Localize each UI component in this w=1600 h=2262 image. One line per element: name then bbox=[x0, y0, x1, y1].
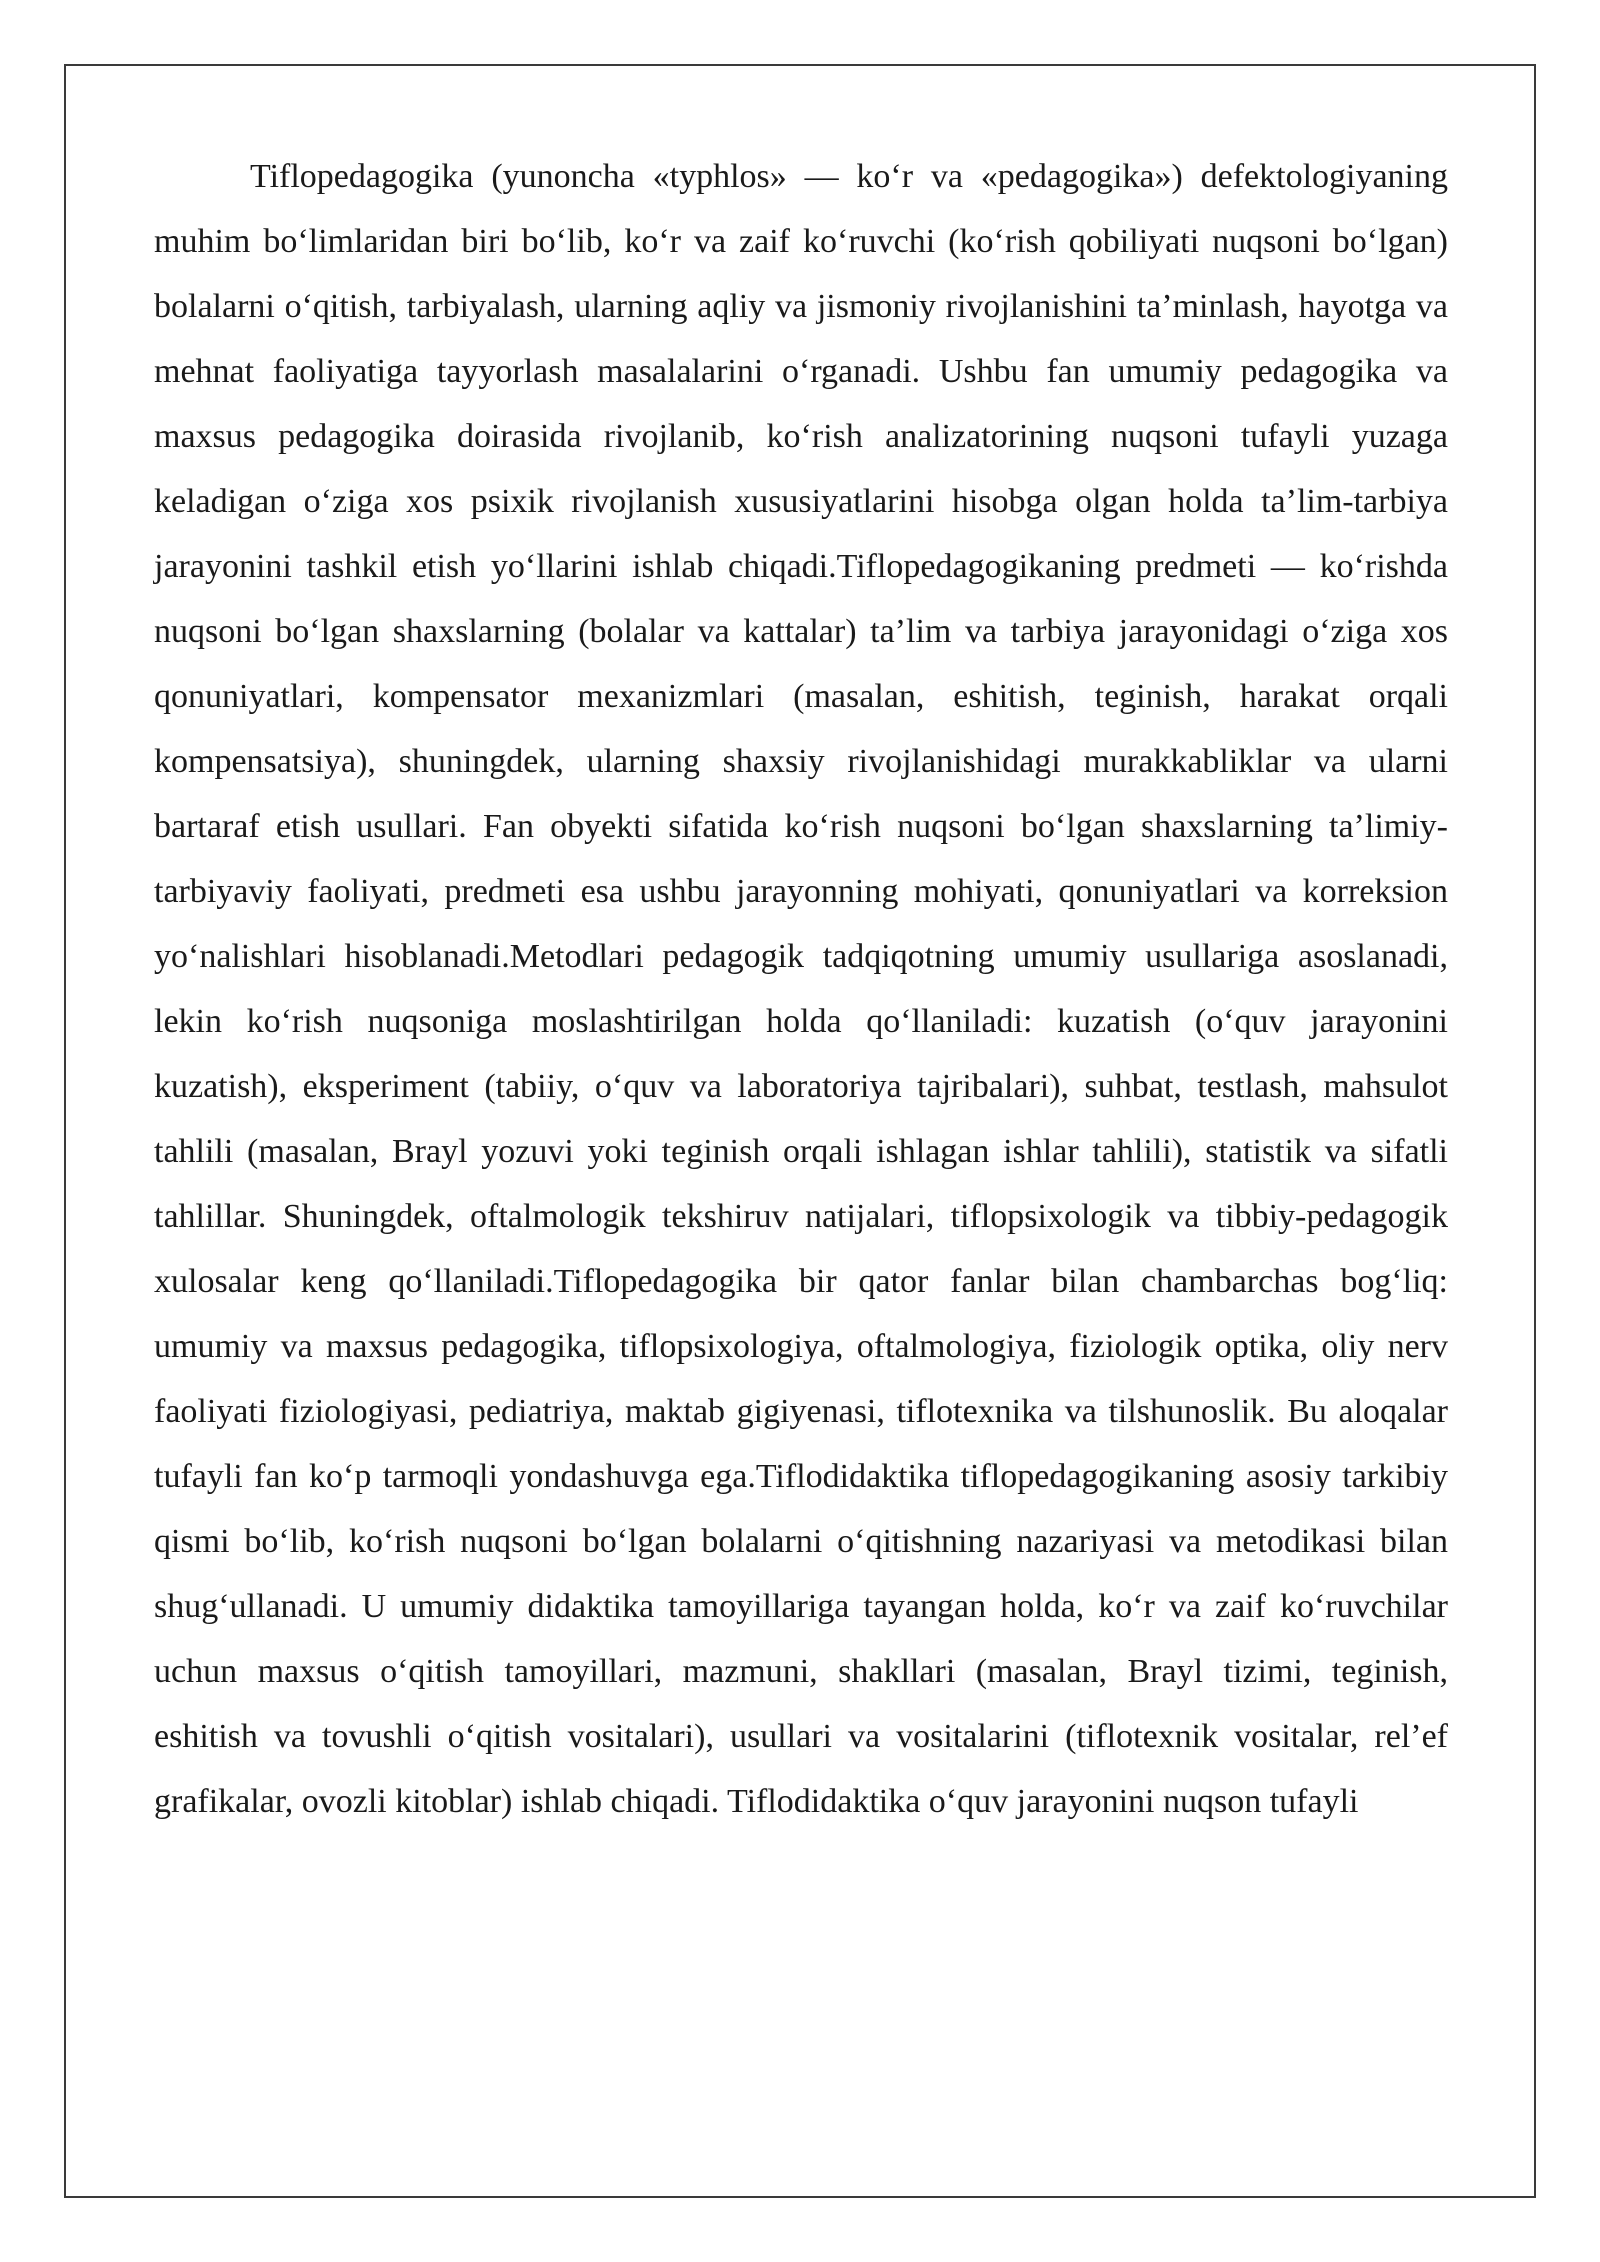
document-body bbox=[154, 144, 1448, 1834]
body-paragraph: Tiflopedagogika (yunoncha «typhlos» — koʻr va «pedagogika») defektologiyaning muhim boʻlimlaridan biri boʻlib, koʻr va zaif koʻruvchi (koʻrish qobiliyati nuqsoni boʻlgan) bolalarni oʻqitish, tarbiyalash, ularning aqliy va jismoniy rivojlanishini ta’minlash, hayotga va mehnat faoliyatiga tayyorlash masalalarini oʻrganadi. Ushbu fan umumiy pedagogika va maxsus pedagogika doirasida rivojlanib, koʻrish analizatorining nuqsoni tufayli yuzaga keladigan oʻziga xos psixik rivojlanish xususiyatlarini hisobga olgan holda ta’lim-tarbiya jarayonini tashkil etish yoʻllarini ishlab chiqadi.Tiflopedagogikaning predmeti — koʻrishda nuqsoni boʻlgan shaxslarning (bolalar va kattalar) ta’lim va tarbiya jarayonidagi oʻziga xos qonuniyatlari, kompensator mexanizmlari (masalan, eshitish, teginish, harakat orqali kompensatsiya), shuningdek, ularning shaxsiy rivojlanishidagi murakkabliklar va ularni bartaraf etish usullari. Fan obyekti sifatida koʻrish nuqsoni boʻlgan shaxslarning ta’limiy-tarbiyaviy faoliyati, predmeti esa ushbu jarayonning mohiyati, qonuniyatlari va korreksion yoʻnalishlari hisoblanadi.Metodlari pedagogik tadqiqotning umumiy usullariga asoslanadi, lekin koʻrish nuqsoniga moslashtirilgan holda qoʻllaniladi: kuzatish (oʻquv jarayonini kuzatish), eksperiment (tabiiy, oʻquv va laboratoriya tajribalari), suhbat, testlash, mahsulot tahlili (masalan, Brayl yozuvi yoki teginish orqali ishlagan ishlar tahlili), statistik va sifatli tahlillar. Shuningdek, oftalmologik tekshiruv natijalari, tiflopsixologik va tibbiy-pedagogik xulosalar keng qoʻllaniladi.Tiflopedagogika bir qator fanlar bilan chambarchas bogʻliq: umumiy va maxsus pedagogika, tiflopsixologiya, oftalmologiya, fiziologik optika, oliy nerv faoliyati fiziologiyasi, pediatriya, maktab gigiyenasi, tiflotexnika va tilshunoslik. Bu aloqalar tufayli fan koʻp tarmoqli yondashuvga ega.Tiflodidaktika tiflopedagogikaning asosiy tarkibiy qismi boʻlib, koʻrish nuqsoni boʻlgan bolalarni oʻqitishning nazariyasi va metodikasi bilan shugʻullanadi. U umumiy didaktika tamoyillariga tayangan holda, koʻr va zaif koʻruvchilar uchun maxsus oʻqitish tamoyillari, mazmuni, shakllari (masalan, Brayl tizimi, teginish, eshitish va tovushli oʻqitish vositalari), usullari va vositalarini (tiflotexnik vositalar, rel’ef grafikalar, ovozli kitoblar) ishlab chiqadi. Tiflodidaktika oʻquv jarayonini nuqson tufayli bbox=[154, 158, 1448, 1820]
